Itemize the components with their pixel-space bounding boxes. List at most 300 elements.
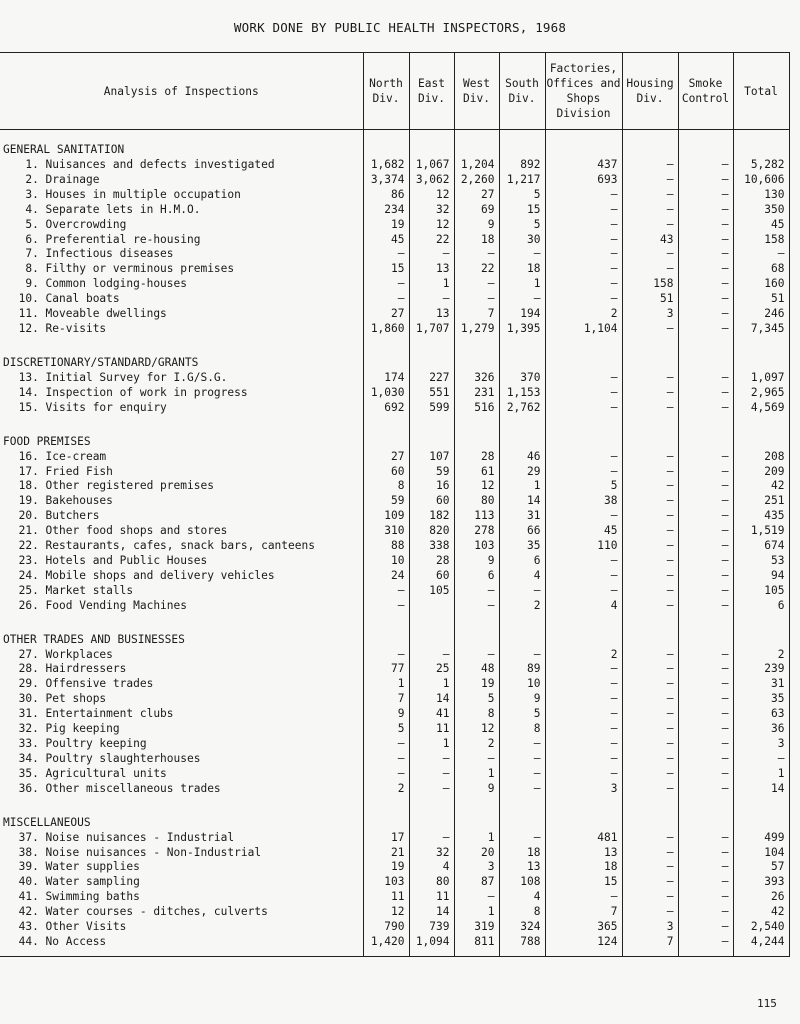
cell-east: 14	[409, 905, 454, 920]
row-label-text: Separate lets in H.M.O.	[45, 202, 201, 216]
cell-housing: –	[622, 262, 678, 277]
cell-housing: –	[622, 767, 678, 782]
cell-housing: –	[622, 722, 678, 737]
cell-west: 20	[454, 846, 499, 861]
row-label	[0, 277, 363, 292]
cell-housing: 43	[622, 233, 678, 248]
empty-cell	[622, 130, 678, 159]
cell-east: 1,094	[409, 935, 454, 950]
cell-west: 1	[454, 905, 499, 920]
header-factories-div: Factories, Offices and Shops Division	[545, 53, 622, 130]
cell-east: 13	[409, 307, 454, 322]
cell-housing: –	[622, 173, 678, 188]
cell-west: 516	[454, 401, 499, 416]
empty-cell	[409, 422, 454, 450]
cell-south: 194	[499, 307, 545, 322]
cell-east: 4	[409, 860, 454, 875]
row-label	[0, 767, 363, 782]
cell-total: 246	[733, 307, 789, 322]
cell-smoke: –	[678, 648, 733, 663]
cell-north: 21	[363, 846, 409, 861]
row-number: 8.	[25, 262, 39, 276]
row-number: 42.	[18, 905, 39, 919]
cell-east: 14	[409, 692, 454, 707]
cell-west: 2,260	[454, 173, 499, 188]
cell-total: 14	[733, 782, 789, 797]
cell-housing: –	[622, 662, 678, 677]
cell-factories: 18	[545, 860, 622, 875]
cell-factories: –	[545, 203, 622, 218]
row-label	[0, 262, 363, 277]
row-label	[0, 203, 363, 218]
empty-cell	[499, 620, 545, 648]
row-label-text: Restaurants, cafes, snack bars, canteens	[45, 539, 315, 553]
cell-west: 1	[454, 831, 499, 846]
row-label-text: Other Visits	[45, 920, 127, 934]
row-number: 1.	[25, 158, 39, 171]
row-label	[0, 173, 363, 188]
row-label	[0, 569, 363, 584]
cell-smoke: –	[678, 752, 733, 767]
cell-total: –	[733, 247, 789, 262]
empty-cell	[622, 803, 678, 831]
empty-cell	[733, 130, 789, 159]
cell-east: 1	[409, 737, 454, 752]
cell-north: 45	[363, 233, 409, 248]
cell-west: 12	[454, 722, 499, 737]
inspections-table	[0, 52, 790, 957]
cell-east: 41	[409, 707, 454, 722]
cell-east: 16	[409, 479, 454, 494]
cell-housing: –	[622, 890, 678, 905]
cell-total: 130	[733, 188, 789, 203]
row-number: 43.	[18, 920, 39, 934]
cell-south: 30	[499, 233, 545, 248]
cell-north: 19	[363, 860, 409, 875]
row-number: 28.	[18, 662, 39, 676]
cell-smoke: –	[678, 584, 733, 599]
row-label-text: Inspection of work in progress	[45, 385, 248, 399]
row-label	[0, 494, 363, 509]
table-row	[0, 846, 789, 861]
cell-factories: 13	[545, 846, 622, 861]
row-label-text: Houses in multiple occupation	[45, 187, 241, 201]
cell-west: 278	[454, 524, 499, 539]
empty-cell	[678, 620, 733, 648]
empty-cell	[733, 422, 789, 450]
cell-south: 46	[499, 450, 545, 465]
cell-west: 22	[454, 262, 499, 277]
cell-smoke: –	[678, 158, 733, 173]
row-label	[0, 860, 363, 875]
cell-housing: –	[622, 524, 678, 539]
row-label	[0, 662, 363, 677]
empty-cell	[363, 130, 409, 159]
cell-south: 1	[499, 277, 545, 292]
cell-total: 104	[733, 846, 789, 861]
cell-smoke: –	[678, 307, 733, 322]
page-title: WORK DONE BY PUBLIC HEALTH INSPECTORS, 1968	[233, 20, 567, 35]
cell-housing: –	[622, 569, 678, 584]
row-label-text: Entertainment clubs	[45, 707, 174, 721]
cell-west: –	[454, 584, 499, 599]
row-label-text: Butchers	[45, 509, 100, 523]
row-number: 19.	[18, 494, 39, 508]
spacer-row	[0, 950, 789, 957]
cell-north: 1,682	[363, 158, 409, 173]
empty-cell	[454, 803, 499, 831]
row-label-text: Water courses - ditches, culverts	[45, 905, 268, 919]
cell-south: 8	[499, 905, 545, 920]
cell-housing: –	[622, 450, 678, 465]
cell-total: 63	[733, 707, 789, 722]
cell-housing: –	[622, 479, 678, 494]
row-label	[0, 831, 363, 846]
table-row	[0, 752, 789, 767]
empty-cell	[622, 950, 678, 957]
cell-north: 59	[363, 494, 409, 509]
row-label-text: Infectious diseases	[45, 247, 174, 261]
cell-south: 1,217	[499, 173, 545, 188]
empty-cell	[545, 950, 622, 957]
header-smoke-control: Smoke Control	[678, 53, 733, 130]
header-housing-div: Housing Div.	[622, 53, 678, 130]
cell-housing: –	[622, 831, 678, 846]
cell-smoke: –	[678, 188, 733, 203]
cell-smoke: –	[678, 322, 733, 337]
empty-cell	[678, 130, 733, 159]
cell-west: 1,279	[454, 322, 499, 337]
cell-west: 9	[454, 218, 499, 233]
cell-south: 15	[499, 203, 545, 218]
cell-north: 103	[363, 875, 409, 890]
table-row	[0, 662, 789, 677]
cell-south: 35	[499, 539, 545, 554]
cell-smoke: –	[678, 722, 733, 737]
cell-factories: –	[545, 569, 622, 584]
cell-housing: –	[622, 218, 678, 233]
cell-east: 1	[409, 677, 454, 692]
cell-north: 19	[363, 218, 409, 233]
cell-total: 1,519	[733, 524, 789, 539]
row-label	[0, 846, 363, 861]
row-number: 6.	[25, 232, 39, 246]
empty-cell	[678, 422, 733, 450]
table-row	[0, 494, 789, 509]
cell-smoke: –	[678, 782, 733, 797]
row-label-text: Water sampling	[45, 875, 140, 889]
cell-smoke: –	[678, 875, 733, 890]
row-number: 10.	[18, 292, 39, 306]
row-label-text: Re-visits	[45, 321, 107, 335]
cell-factories: –	[545, 218, 622, 233]
row-label	[0, 465, 363, 480]
table-row	[0, 401, 789, 416]
row-number: 32.	[18, 722, 39, 736]
cell-housing: –	[622, 846, 678, 861]
table-row	[0, 890, 789, 905]
table-row	[0, 188, 789, 203]
row-number: 39.	[18, 860, 39, 874]
cell-total: 94	[733, 569, 789, 584]
header-east-div: East Div.	[409, 53, 454, 130]
row-label-text: Initial Survey for I.G/S.G.	[45, 370, 228, 384]
cell-factories: –	[545, 247, 622, 262]
cell-smoke: –	[678, 494, 733, 509]
cell-west: –	[454, 648, 499, 663]
cell-south: 892	[499, 158, 545, 173]
cell-west: –	[454, 247, 499, 262]
row-label-text: Other food shops and stores	[45, 524, 228, 538]
cell-factories: –	[545, 509, 622, 524]
cell-factories: –	[545, 662, 622, 677]
cell-factories: –	[545, 677, 622, 692]
cell-smoke: –	[678, 707, 733, 722]
cell-total: 7,345	[733, 322, 789, 337]
row-label	[0, 247, 363, 262]
cell-east: 182	[409, 509, 454, 524]
row-label	[0, 524, 363, 539]
row-number: 38.	[18, 845, 39, 859]
row-number: 24.	[18, 568, 39, 582]
cell-west: 27	[454, 188, 499, 203]
cell-factories: –	[545, 737, 622, 752]
cell-west: 48	[454, 662, 499, 677]
cell-east: 22	[409, 233, 454, 248]
row-label-text: Agricultural units	[45, 766, 167, 780]
cell-north: 24	[363, 569, 409, 584]
row-label-text: No Access	[45, 934, 107, 948]
cell-factories: –	[545, 386, 622, 401]
cell-housing: –	[622, 203, 678, 218]
cell-north: –	[363, 584, 409, 599]
cell-south: 13	[499, 860, 545, 875]
table-row	[0, 935, 789, 950]
cell-south: 2	[499, 599, 545, 614]
row-label-text: Poultry slaughterhouses	[45, 751, 201, 765]
cell-east: 32	[409, 203, 454, 218]
row-number: 20.	[18, 509, 39, 523]
cell-north: 11	[363, 890, 409, 905]
cell-east: 60	[409, 569, 454, 584]
row-label-text: Noise nuisances - Industrial	[45, 830, 235, 844]
row-number: 5.	[25, 217, 39, 231]
row-label	[0, 905, 363, 920]
cell-south: 108	[499, 875, 545, 890]
cell-east: 105	[409, 584, 454, 599]
row-label-text: Workplaces	[45, 647, 113, 661]
cell-housing: 51	[622, 292, 678, 307]
cell-smoke: –	[678, 509, 733, 524]
row-label-text: Hairdressers	[45, 662, 127, 676]
cell-north: 790	[363, 920, 409, 935]
row-number: 13.	[18, 370, 39, 384]
row-label	[0, 371, 363, 386]
empty-cell	[733, 950, 789, 957]
empty-cell	[545, 130, 622, 159]
cell-total: 160	[733, 277, 789, 292]
cell-total: 3	[733, 737, 789, 752]
cell-north: 88	[363, 539, 409, 554]
cell-factories: 45	[545, 524, 622, 539]
empty-cell	[363, 950, 409, 957]
row-number: 2.	[25, 172, 39, 186]
table-row	[0, 262, 789, 277]
cell-smoke: –	[678, 539, 733, 554]
cell-factories: –	[545, 707, 622, 722]
cell-east: 59	[409, 465, 454, 480]
cell-south: 9	[499, 692, 545, 707]
row-label-text: Nuisances and defects investigated	[45, 158, 275, 171]
cell-total: 53	[733, 554, 789, 569]
cell-north: 5	[363, 722, 409, 737]
empty-cell	[409, 620, 454, 648]
row-number: 27.	[18, 647, 39, 661]
cell-west: 326	[454, 371, 499, 386]
row-number: 7.	[25, 247, 39, 261]
cell-north: 17	[363, 831, 409, 846]
cell-west: 2	[454, 737, 499, 752]
row-label-text: Drainage	[45, 172, 100, 186]
cell-south: 1	[499, 479, 545, 494]
cell-west: 18	[454, 233, 499, 248]
row-label-text: Hotels and Public Houses	[45, 553, 208, 567]
row-label-text: Visits for enquiry	[45, 400, 167, 414]
row-label	[0, 935, 363, 950]
cell-east: –	[409, 648, 454, 663]
row-label	[0, 554, 363, 569]
cell-north: 27	[363, 307, 409, 322]
cell-total: 4,244	[733, 935, 789, 950]
cell-west: 319	[454, 920, 499, 935]
cell-factories: –	[545, 465, 622, 480]
cell-factories: –	[545, 401, 622, 416]
cell-north: 3,374	[363, 173, 409, 188]
header-west-div: West Div.	[454, 53, 499, 130]
cell-total: 674	[733, 539, 789, 554]
cell-south: 4	[499, 569, 545, 584]
cell-total: 51	[733, 292, 789, 307]
row-label-text: Canal boats	[45, 292, 120, 306]
cell-total: 350	[733, 203, 789, 218]
cell-housing: –	[622, 509, 678, 524]
cell-south: 788	[499, 935, 545, 950]
cell-north: 15	[363, 262, 409, 277]
row-label-text: Swimming baths	[45, 890, 140, 904]
cell-north: 8	[363, 479, 409, 494]
cell-south: 8	[499, 722, 545, 737]
row-label-text: Common lodging-houses	[45, 277, 187, 291]
table-row	[0, 782, 789, 797]
cell-smoke: –	[678, 479, 733, 494]
cell-total: 208	[733, 450, 789, 465]
cell-smoke: –	[678, 860, 733, 875]
row-label	[0, 322, 363, 337]
table-row	[0, 707, 789, 722]
cell-north: 9	[363, 707, 409, 722]
cell-east: 28	[409, 554, 454, 569]
cell-housing: –	[622, 247, 678, 262]
cell-west: 1,204	[454, 158, 499, 173]
table-row	[0, 292, 789, 307]
page-number: 115	[757, 997, 777, 1010]
cell-total: 2,540	[733, 920, 789, 935]
row-number: 23.	[18, 553, 39, 567]
row-label-text: Noise nuisances - Non-Industrial	[45, 845, 262, 859]
cell-total: 4,569	[733, 401, 789, 416]
empty-cell	[678, 950, 733, 957]
section-header-row	[0, 343, 789, 371]
row-label-text: Moveable dwellings	[45, 307, 167, 321]
cell-south: 18	[499, 846, 545, 861]
cell-west: –	[454, 890, 499, 905]
empty-cell	[499, 803, 545, 831]
cell-east: 107	[409, 450, 454, 465]
cell-west: 8	[454, 707, 499, 722]
cell-smoke: –	[678, 554, 733, 569]
cell-west: 7	[454, 307, 499, 322]
cell-factories: 7	[545, 905, 622, 920]
cell-housing: –	[622, 386, 678, 401]
table-row	[0, 479, 789, 494]
row-label	[0, 233, 363, 248]
empty-cell	[409, 343, 454, 371]
table-row	[0, 722, 789, 737]
cell-smoke: –	[678, 233, 733, 248]
cell-east: –	[409, 782, 454, 797]
cell-smoke: –	[678, 890, 733, 905]
cell-smoke: –	[678, 247, 733, 262]
cell-south: –	[499, 584, 545, 599]
cell-housing: –	[622, 494, 678, 509]
cell-smoke: –	[678, 262, 733, 277]
cell-housing: –	[622, 371, 678, 386]
cell-north: –	[363, 767, 409, 782]
row-label	[0, 737, 363, 752]
row-number: 14.	[18, 385, 39, 399]
row-label-text: Filthy or verminous premises	[45, 262, 235, 276]
row-label-text: Ice-cream	[45, 449, 107, 463]
empty-cell	[499, 130, 545, 159]
row-number: 21.	[18, 524, 39, 538]
row-label	[0, 648, 363, 663]
cell-housing: –	[622, 875, 678, 890]
cell-east: 12	[409, 188, 454, 203]
cell-factories: 437	[545, 158, 622, 173]
empty-cell	[454, 130, 499, 159]
cell-east: 60	[409, 494, 454, 509]
cell-smoke: –	[678, 767, 733, 782]
cell-total: 2	[733, 648, 789, 663]
cell-south: 324	[499, 920, 545, 935]
section-header-row	[0, 803, 789, 831]
row-label-text: Food Vending Machines	[45, 598, 187, 612]
cell-total: 35	[733, 692, 789, 707]
cell-north: 1,030	[363, 386, 409, 401]
empty-cell	[363, 422, 409, 450]
cell-factories: 110	[545, 539, 622, 554]
cell-smoke: –	[678, 920, 733, 935]
row-label	[0, 677, 363, 692]
cell-north: 77	[363, 662, 409, 677]
row-label	[0, 707, 363, 722]
cell-factories: 2	[545, 648, 622, 663]
cell-total: 36	[733, 722, 789, 737]
cell-south: –	[499, 752, 545, 767]
table-row	[0, 831, 789, 846]
cell-factories: 1,104	[545, 322, 622, 337]
cell-south: 5	[499, 188, 545, 203]
